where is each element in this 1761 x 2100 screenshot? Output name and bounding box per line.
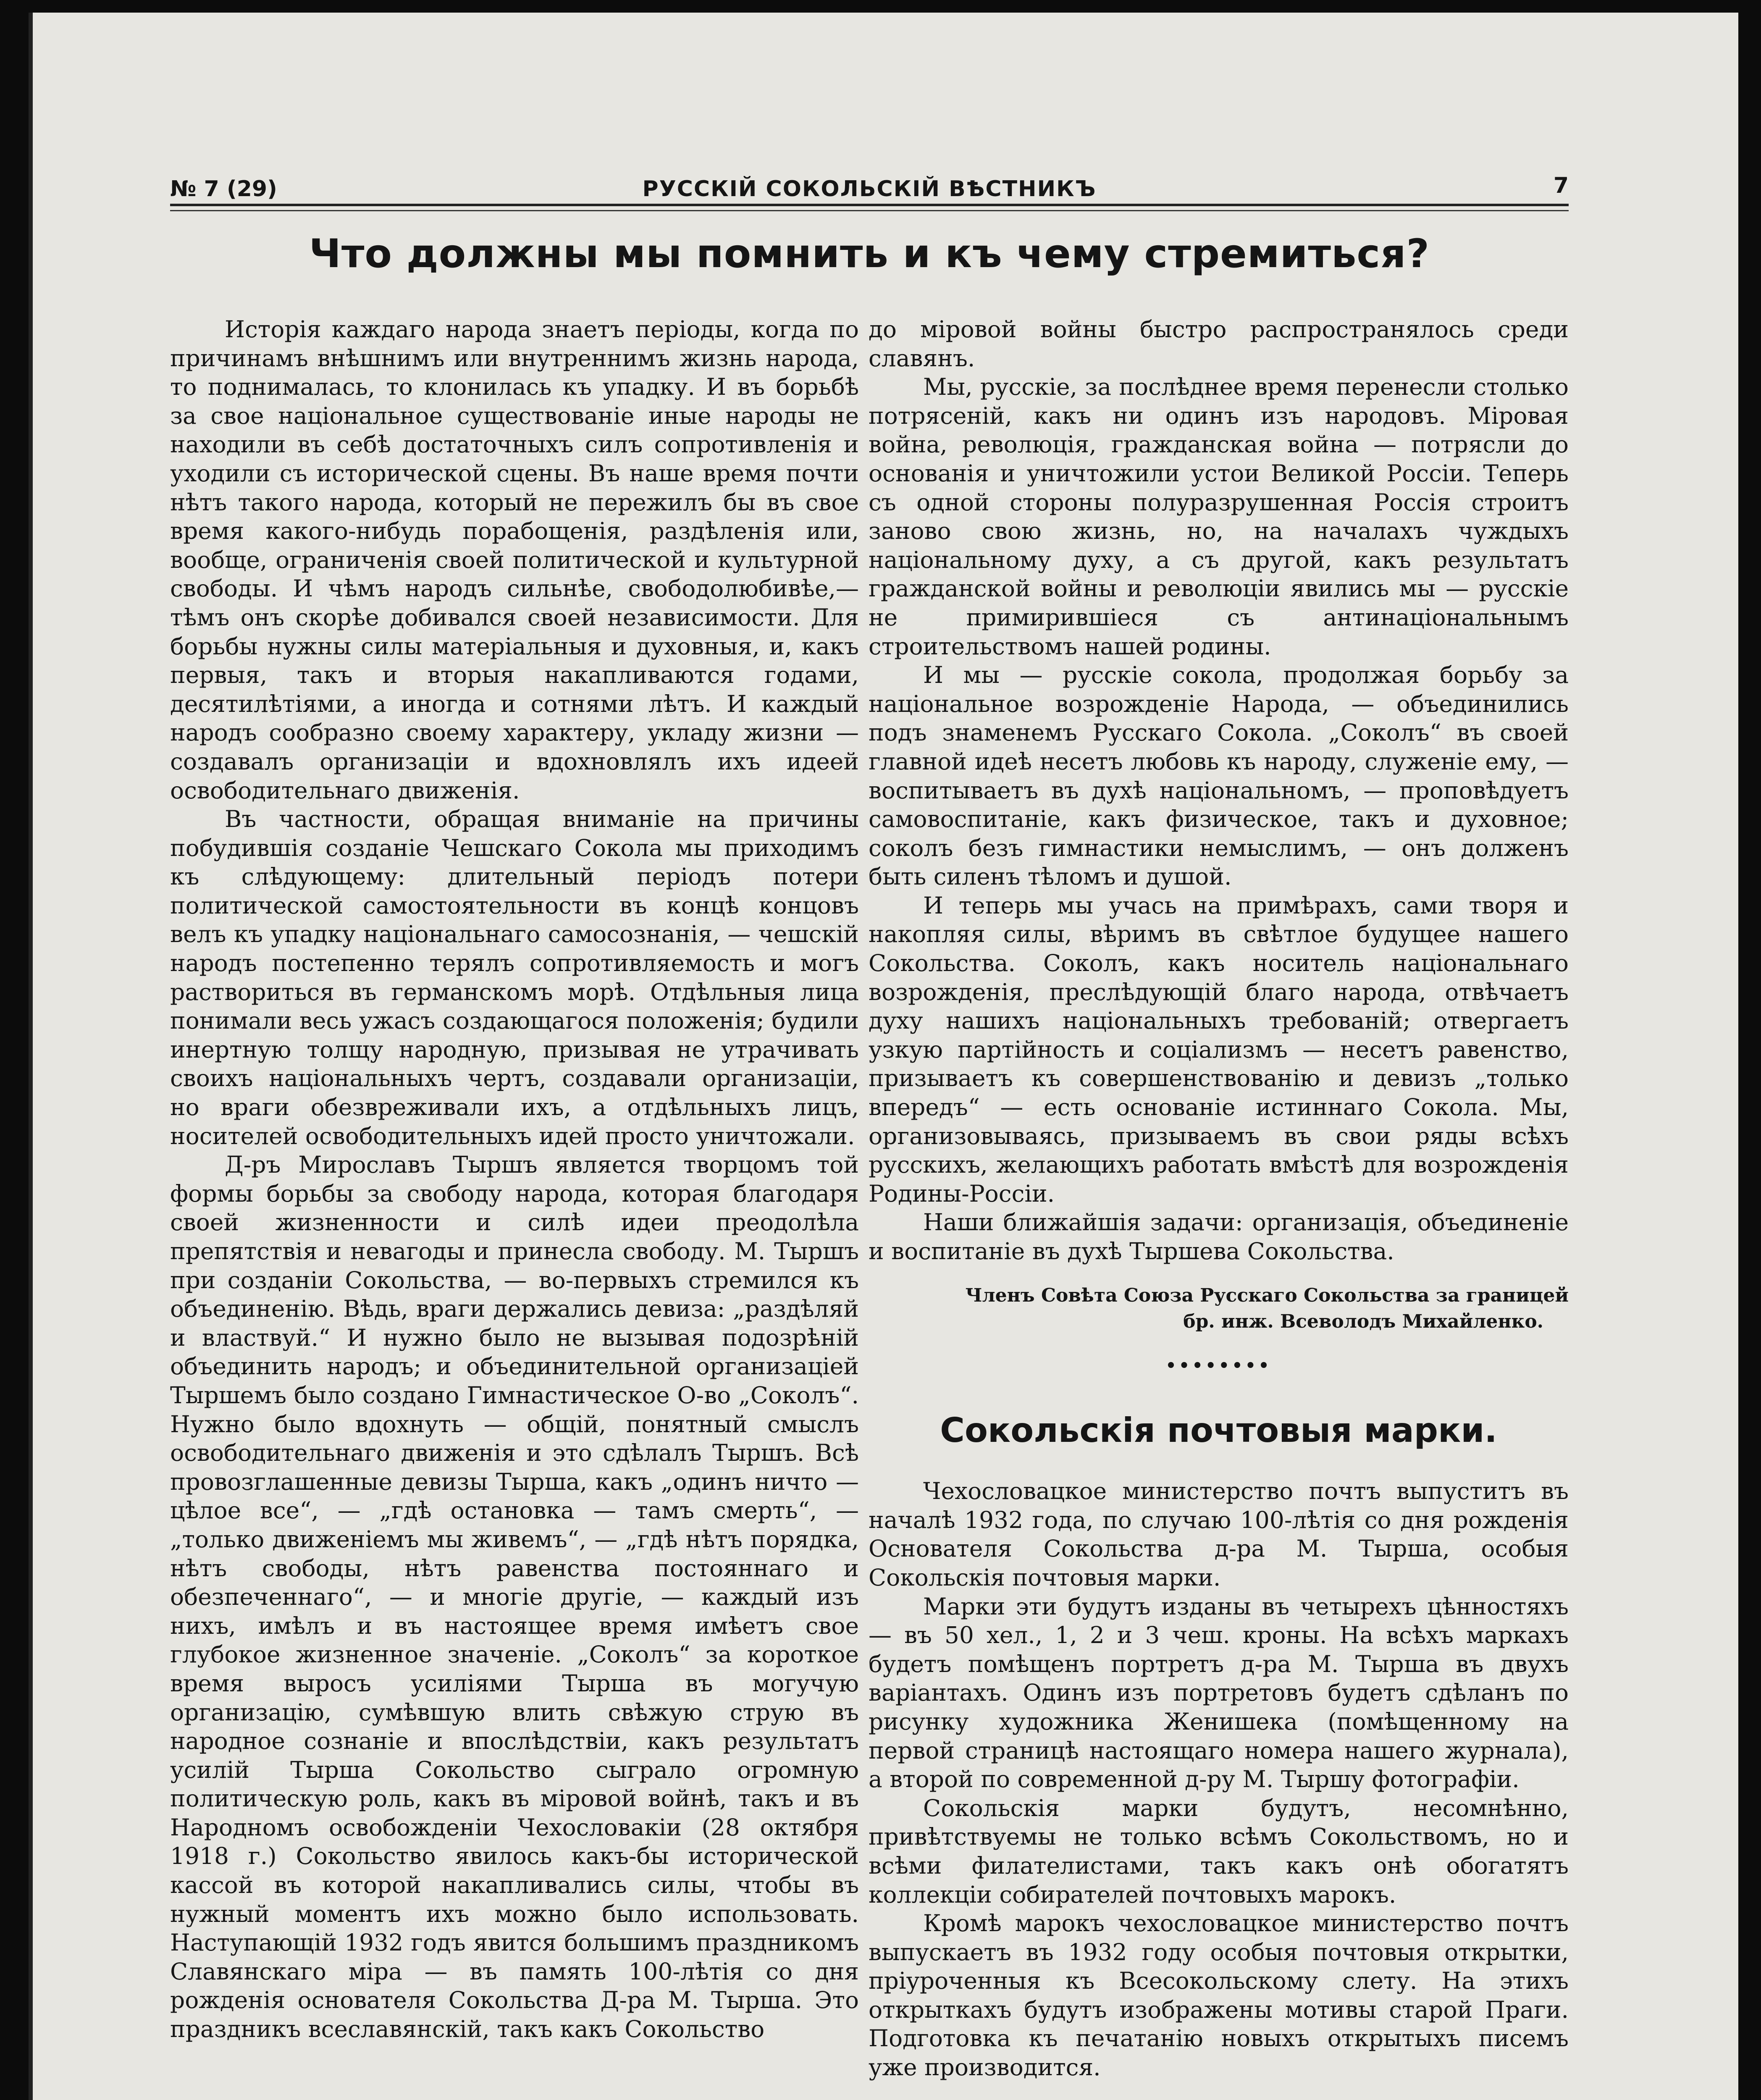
paragraph: до міровой войны быстро распространялось среди славянъ. [869,316,1569,372]
header-rule [170,204,1569,206]
article-title: Что должны мы помнить и къ чему стремиться? [309,231,1430,277]
left-column [170,315,859,2044]
article2-title: Сокольскія почтовыя марки. [940,1411,1497,1450]
paragraph: Марки эти будутъ изданы въ четырехъ цѣнностяхъ — въ 50 хел., 1, 2 и 3 чеш. кроны. На всѣхъ маркахъ будетъ помѣщенъ портретъ д-ра М. Тырша въ двухъ варіантахъ. Одинъ изъ портретовъ будетъ сдѣланъ по рисунку художника Женишека (помѣщенному на первой страницѣ настоящаго номера нашего журнала), а второй по современной д-ру М. Тыршу фотографіи. [869,1593,1569,1793]
newspaper-page [29,13,1738,2100]
paragraph: Кромѣ марокъ чехословацкое министерство почтъ выпускаетъ въ 1932 году особыя почтовыя открытки, пріуроченныя къ Всесокольскому слету. На этихъ открыткахъ будутъ изображены мотивы старой Праги. Подготовка къ печатанію новыхъ открытыхъ писемъ уже производится. [869,1910,1569,2081]
paragraph: Исторія каждаго народа знаетъ періоды, когда по причинамъ внѣшнимъ или внутреннимъ жизнь народа, то поднималась, то клонилась къ упадку. И въ борьбѣ за свое національное существованіе иные народы не находили въ себѣ достаточныхъ силъ сопротивленія и уходили съ исторической сцены. Въ наше время почти нѣтъ такого народа, который не пережилъ бы въ свое время какого-нибудь порабощенія, раздѣленія или, вообще, ограниченія своей политической и культурной свободы. И чѣмъ народъ сильнѣе, свободолюбивѣе,—тѣмъ онъ скорѣе добивался своей независимости. Для борьбы нужны силы матеріальныя и духовныя, и, какъ первыя, такъ и вторыя накапливаются годами, десятилѣтіями, а иногда и сотнями лѣтъ. И каждый народъ сообразно своему характеру, укладу жизни — создавалъ организаціи и вдохновлялъ ихъ идеей освободительнаго движенія. [170,316,859,804]
section-separator: •••••••• [1165,1355,1272,1376]
paragraph: Сокольскія марки будутъ, несомнѣнно, привѣтствуемы не только всѣмъ Сокольствомъ, но и всѣми филателистами, такъ какъ онѣ обогатятъ коллекціи собирателей почтовыхъ марокъ. [869,1794,1569,1908]
paragraph: Д-ръ Мирославъ Тыршъ является творцомъ той формы борьбы за свободу народа, которая благодаря своей жизненности и силѣ идеи преодолѣла препятствія и невагоды и принесла свободу. М. Тыршъ при созданіи Сокольства, — во-первыхъ стремился къ объединенію. Вѣдь, враги держались девиза: „раздѣляй и властвуй.“ И нужно было не вызывая подозрѣній объединить народъ; и объединительной организаціей Тыршемъ было создано Гимнастическое О-во „Соколъ“. Нужно было вдохнуть — общій, понятный смыслъ освободительнаго движенія и это сдѣлалъ Тыршъ. Всѣ провозглашенные девизы Тырша, какъ „одинъ ничто — цѣлое все“, — „гдѣ остановка — тамъ смерть“, — „только движеніемъ мы живемъ“, — „гдѣ нѣтъ порядка, нѣтъ свободы, нѣтъ равенства постояннаго и обезпеченнаго“, — и многіе другіе, — каждый изъ нихъ, имѣлъ и въ настоящее время имѣетъ свое глубокое жизненное значеніе. „Соколъ“ за короткое время выросъ усиліями Тырша въ могучую организацію, сумѣвшую влить свѣжую струю въ народное сознаніе и впослѣдствіи, какъ результатъ усилій Тырша Сокольство сыграло огромную политическую роль, какъ въ міровой войнѣ, такъ и въ Народномъ освобожденіи Чехословакіи (28 октября 1918 г.) Сокольство явилось какъ-бы исторической кассой въ которой накапливались силы, чтобы въ нужный моментъ ихъ можно было использовать. Наступающій 1932 годъ явится большимъ праздникомъ Славянскаго міра — въ память 100-лѣтія со дня рожденія основателя Сокольства Д-ра М. Тырша. Это праздникъ всеславянскій, такъ какъ Сокольство [170,1151,859,2043]
page-number: 7 [1553,173,1569,198]
paragraph: Мы, русскіе, за послѣднее время перенесли столько потрясеній, какъ ни одинъ изъ народовъ. Міровая война, революція, гражданская война — потрясли до основанія и уничтожили устои Великой Россіи. Теперь съ одной стороны полуразрушенная Россія строитъ заново свою жизнь, но, на началахъ чуждыхъ національному духу, а съ другой, какъ результатъ гражданской войны и революціи явились мы — русскіе не примирившіеся съ антинаціональнымъ строительствомъ нашей родины. [869,373,1569,660]
author-name: бр. инж. Всеволодъ Михайленко. [1183,1310,1543,1332]
issue-number: № 7 (29) [170,176,277,202]
page-header [170,173,1569,207]
paragraph: Чехословацкое министерство почтъ выпуститъ въ началѣ 1932 года, по случаю 100-лѣтія со дня рожденія Основателя Сокольства д-ра М. Тырша, особыя Сокольскія почтовыя марки. [869,1478,1569,1591]
scan-border [29,13,33,2100]
right-column [869,315,1569,2082]
paragraph: Въ частности, обращая вниманіе на причины побудившія созданіе Чешскаго Сокола мы приходимъ къ слѣдующему: длительный періодъ потери политической самостоятельности въ концѣ концовъ велъ къ упадку національнаго самосознанія, — чешскій народъ постепенно терялъ сопротивляемость и могъ раствориться въ германскомъ морѣ. Отдѣльныя лица понимали весь ужасъ создающагося положенія; будили инертную толщу народную, призывая не утрачивать своихъ національныхъ чертъ, создавали организаціи, но враги обезвреживали ихъ, а отдѣльныхъ лицъ, носителей освободительныхъ идей просто уничтожали. [170,806,859,1150]
header-rule-thin [170,210,1569,211]
paragraph: И теперь мы учась на примѣрахъ, сами творя и накопляя силы, вѣримъ въ свѣтлое будущее нашего Сокольства. Соколъ, какъ носитель національнаго возрожденія, преслѣдующій благо народа, отвѣчаетъ духу нашихъ національныхъ требованій; отвергаетъ узкую партійность и соціализмъ — несетъ равенство, призываетъ къ совершенствованію и девизъ „только впередъ“ — есть основаніе истиннаго Сокола. Мы, организовываясь, призываемъ въ свои ряды всѣхъ русскихъ, желающихъ работать вмѣстѣ для возрожденія Родины-Россіи. [869,892,1569,1207]
paragraph: И мы — русскіе сокола, продолжая борьбу за національное возрожденіе Народа, — объединились подъ знаменемъ Русскаго Сокола. „Соколъ“ въ своей главной идеѣ несетъ любовь къ народу, служеніе ему, — воспитываетъ въ духѣ національномъ, — проповѣдуетъ самовоспитаніе, какъ физическое, такъ и духовное; соколъ безъ гимнастики немыслимъ, — онъ долженъ быть силенъ тѣломъ и душой. [869,662,1569,890]
paragraph: Наши ближайшія задачи: организація, объединеніе и воспитаніе въ духѣ Тыршева Сокольства. [869,1209,1569,1265]
author-affiliation: Членъ Совѣта Союза Русскаго Сокольства за границей [965,1284,1569,1306]
journal-title: РУССКIЙ СОКОЛЬСКIЙ ВѢСТНИКЪ [642,176,1097,202]
author-signature [869,1283,1569,1335]
